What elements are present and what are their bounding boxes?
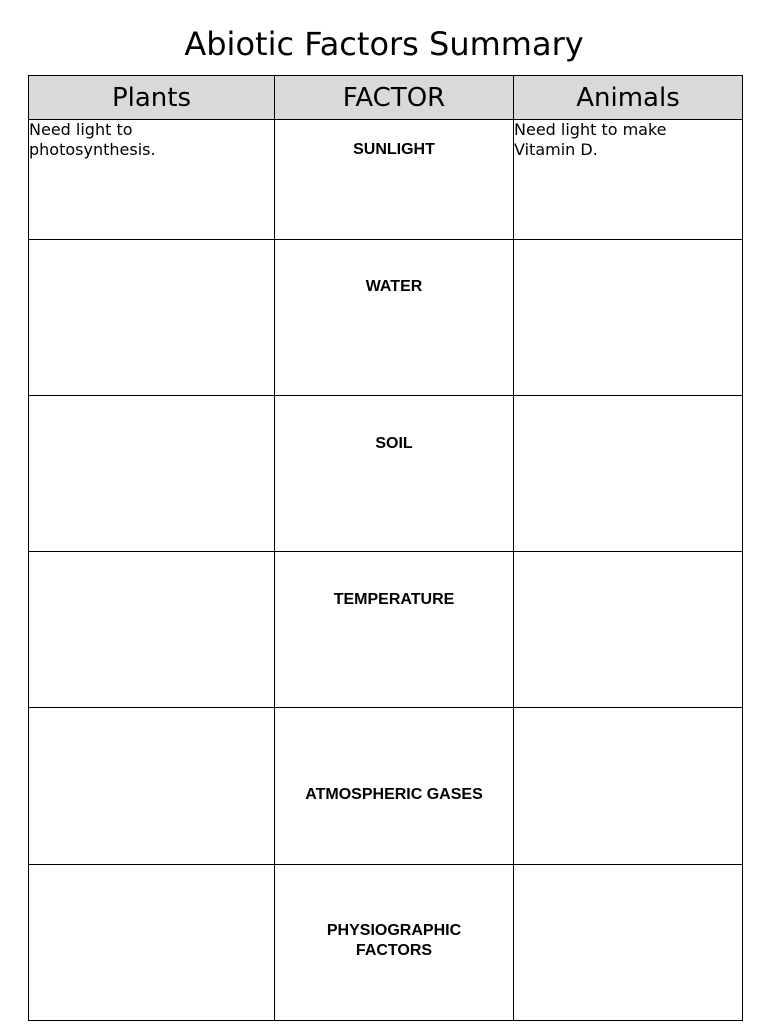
factor-label: ATMOSPHERIC GASES xyxy=(305,786,483,803)
factor-cell xyxy=(275,865,514,1021)
factor-label: TEMPERATURE xyxy=(333,591,455,608)
animals-cell[interactable] xyxy=(514,865,743,1021)
header-factor: FACTOR xyxy=(275,76,514,120)
animals-cell[interactable] xyxy=(514,552,743,708)
factor-label: PHYSIOGRAPHIC FACTORS xyxy=(326,922,462,959)
plants-cell[interactable] xyxy=(29,552,275,708)
plants-cell[interactable] xyxy=(29,865,275,1021)
animals-cell[interactable] xyxy=(514,240,743,396)
animals-cell[interactable]: Need light to make Vitamin D. xyxy=(514,120,743,240)
factor-cell xyxy=(275,708,514,865)
header-animals: Animals xyxy=(514,76,743,120)
table-row xyxy=(29,120,743,240)
plants-cell[interactable]: Need light to photosynthesis. xyxy=(29,120,275,240)
plants-cell[interactable] xyxy=(29,396,275,552)
factor-cell xyxy=(275,396,514,552)
table-row xyxy=(29,396,743,552)
header-plants: Plants xyxy=(29,76,275,120)
table-row xyxy=(29,552,743,708)
animals-cell[interactable] xyxy=(514,708,743,865)
factor-cell xyxy=(275,552,514,708)
abiotic-factors-table xyxy=(28,75,743,1021)
factor-label: SOIL xyxy=(375,435,413,452)
animals-cell[interactable] xyxy=(514,396,743,552)
factor-cell xyxy=(275,240,514,396)
table-row xyxy=(29,708,743,865)
header-row xyxy=(29,76,743,120)
factor-cell xyxy=(275,120,514,240)
factor-label: WATER xyxy=(365,278,423,295)
plants-cell[interactable] xyxy=(29,240,275,396)
page-title: Abiotic Factors Summary xyxy=(184,25,584,63)
factor-label: SUNLIGHT xyxy=(353,141,435,158)
plants-cell[interactable] xyxy=(29,708,275,865)
table-row xyxy=(29,865,743,1021)
table-row xyxy=(29,240,743,396)
